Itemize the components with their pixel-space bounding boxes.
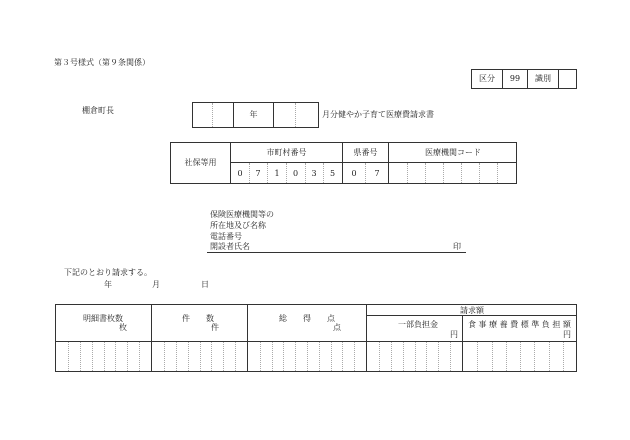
sheet-count-unit: 枚	[119, 323, 127, 332]
digit-cell-divider	[176, 342, 177, 371]
municipality-digit: 0	[237, 169, 243, 178]
institution-line3: 電話番号	[210, 232, 242, 241]
digit-cell-divider	[492, 342, 493, 371]
digit-cell-divider	[211, 342, 212, 371]
digit-cell-divider	[331, 342, 332, 371]
municipality-digit: 3	[311, 169, 317, 178]
institution-line4: 開設者氏名	[210, 242, 250, 251]
copayment-header: 一部負担金	[398, 320, 438, 329]
digit-cell-divider	[307, 342, 308, 371]
date-day-label: 日	[201, 280, 209, 289]
kubun-label: 区分	[479, 74, 495, 83]
year-label: 年	[249, 110, 258, 119]
digit-cell-divider	[200, 342, 201, 371]
digit-cell-divider	[354, 342, 355, 371]
claim-title: 月分健やか子育て医療費請求書	[322, 110, 434, 119]
digit-cell-divider	[534, 342, 535, 371]
digit-cell-divider	[391, 342, 392, 371]
municipality-header: 市町村番号	[266, 148, 307, 157]
digit-cell-divider	[549, 342, 550, 371]
institution-line1: 保険医療機関等の	[210, 210, 274, 219]
prefecture-digit: 7	[374, 169, 380, 178]
digit-cell-divider	[272, 342, 273, 371]
digit-cell-divider	[235, 342, 236, 371]
digit-cell-divider	[164, 342, 165, 371]
total-points-unit: 点	[333, 323, 341, 332]
shikibetsu-label: 識別	[535, 74, 551, 83]
digit-cell-divider	[139, 342, 140, 371]
digit-cell-divider	[426, 342, 427, 371]
digit-cell-divider	[92, 342, 93, 371]
digit-cell-divider	[188, 342, 189, 371]
digit-cell-divider	[260, 342, 261, 371]
digit-cell-divider	[520, 342, 521, 371]
kubun-value: 99	[509, 74, 521, 83]
prefecture-digit: 0	[351, 169, 357, 178]
digit-cell-divider	[319, 342, 320, 371]
digit-cell-divider	[450, 342, 451, 371]
date-month-label: 月	[152, 280, 160, 289]
case-count-unit: 件	[211, 323, 219, 332]
digit-cell-divider	[68, 342, 69, 371]
municipality-digit: 7	[255, 169, 261, 178]
prefecture-header: 県番号	[353, 148, 378, 157]
digit-cell-divider	[506, 342, 507, 371]
municipality-digit: 5	[329, 169, 336, 178]
codes-row-label: 社保等用	[184, 158, 217, 167]
digit-cell-divider	[223, 342, 224, 371]
meal-cost-header: 食 事 療 養 費 標 準 負 担 額	[468, 320, 571, 329]
digit-cell-divider	[115, 342, 116, 371]
digit-cell-divider	[438, 342, 439, 371]
seal-mark: 印	[453, 242, 461, 251]
signature-underline	[207, 252, 466, 253]
digit-cell-divider	[283, 342, 284, 371]
copayment-unit: 円	[450, 330, 458, 339]
form-title: 第３号様式（第９条関係）	[54, 58, 150, 67]
meal-cost-unit: 円	[563, 330, 571, 339]
digit-cell-divider	[342, 342, 343, 371]
digit-cell-divider	[80, 342, 81, 371]
case-count-header: 件 数	[182, 314, 214, 323]
claim-amount-header: 請求額	[460, 306, 484, 315]
municipality-digit: 0	[292, 169, 299, 178]
digit-cell-divider	[403, 342, 404, 371]
digit-cell-divider	[379, 342, 380, 371]
digit-cell-divider	[295, 342, 296, 371]
digit-cell-divider	[104, 342, 105, 371]
institution-line2: 所在地及び名称	[210, 221, 266, 230]
total-points-header: 総 得 点	[279, 314, 335, 323]
institution-header: 医療機関コード	[425, 148, 481, 157]
digit-cell-divider	[477, 342, 478, 371]
request-text: 下記のとおり請求する。	[64, 268, 152, 277]
addressee: 棚倉町長	[82, 106, 114, 115]
sheet-count-header: 明細書枚数	[83, 314, 123, 323]
digit-cell-divider	[415, 342, 416, 371]
digit-cell-divider	[563, 342, 564, 371]
date-year-label: 年	[104, 280, 112, 289]
municipality-digit: 1	[274, 169, 280, 178]
digit-cell-divider	[127, 342, 128, 371]
